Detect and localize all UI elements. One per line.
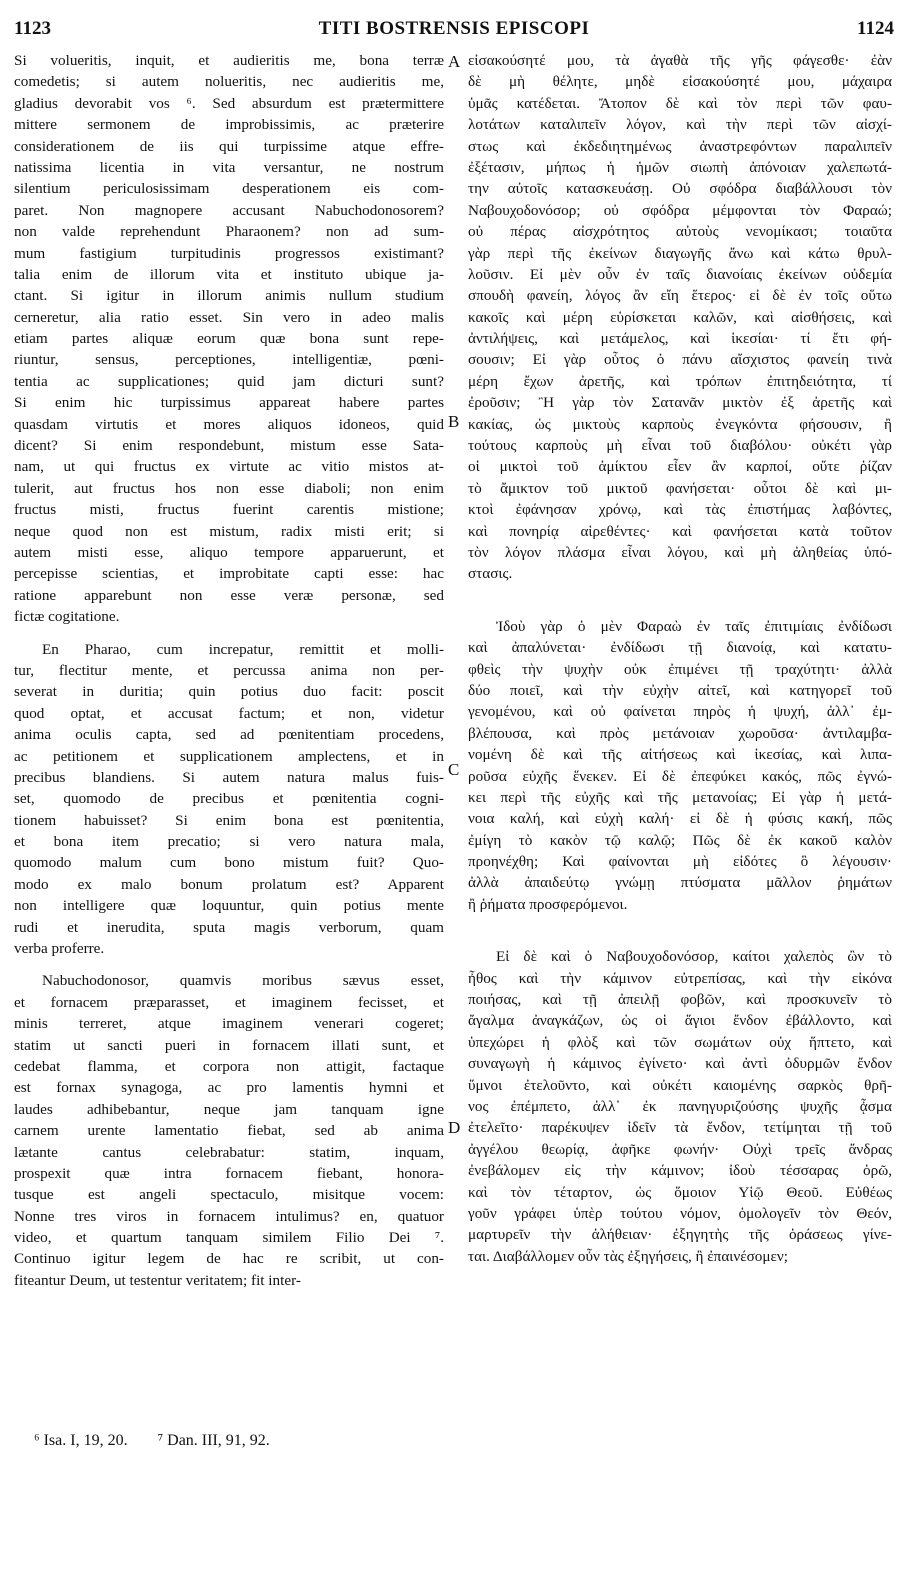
text-line: μέρη ἔχων ἀρετῆς, καὶ τρόπων ἐπιτηδειότητα, τί — [468, 372, 892, 390]
text-line: cerneretur, alia ratio esset. Sin vero in adeo malis — [14, 308, 444, 326]
text-line: silentium periculosissimam desperationem eis com- — [14, 180, 444, 198]
text-line: est fornax synagoga, ac pro lamentis hymni et — [14, 1079, 444, 1097]
text-line: ὕμνοι ἐτελοῦντο, καὶ οὐκέτι καιομένης σαρκὸς θρῆ- — [468, 1076, 892, 1094]
text-line: natissima licentia in vita versantur, ne nostrum — [14, 158, 444, 176]
text-line: verba proferre. — [14, 940, 105, 958]
text-line: tentia ac supplicationes; quid jam dicturi sunt? — [14, 372, 444, 390]
text-line: mittere sermonem de improbissimis, ac præterire — [14, 116, 444, 134]
text-line: percepisse scientias, et improbitate capti esse: hac — [14, 565, 444, 583]
text-line: non valde reprehendunt Pharaonem? non ad sum- — [14, 223, 444, 241]
text-line: ἐμίγη τὸ κακὸν τῷ καλῷ; Πῶς δὲ ἐκ κακοῦ καλὸν — [468, 831, 892, 849]
text-line: γοῦν γράφει ὑπὲρ τούτου νόμον, ὁμολογεῖν τὸν Θεόν, — [468, 1204, 892, 1222]
text-line: neque quod non est mistum, radix misti erit; si — [14, 522, 444, 540]
text-line: δὲ μὴ θέλητε, μηδὲ εἰσακούσητέ μου, μάχαιρα — [468, 73, 892, 91]
text-line: στασις. — [468, 565, 513, 583]
text-line: νος ἐπέμπετο, ἀλλ᾽ ἐκ πανηγυριζούσης ψυχῆς ᾆσμα — [468, 1097, 892, 1115]
text-line: τὸν λόγον πλάσμα εἶναι λόγου, καὶ μὴ ἀληθείας ὑπό- — [468, 543, 892, 561]
margin-letter-d: D — [448, 1118, 461, 1137]
paragraph-gap — [14, 628, 444, 639]
text-line: οὐ πέρας αἰσχρότητος αὐτοὺς νενομίκασι; τοιαῦτα — [468, 223, 892, 241]
text-line: En Pharao, cum increpatur, remittit et molli- — [42, 640, 444, 658]
text-line: minis terreret, atque imaginem venerari cogeret; — [14, 1015, 444, 1033]
margin-letter-b: B — [448, 412, 460, 431]
text-line: φθεὶς τὴν ψυχὴν οὐκ ἐπιμένει τῇ τραχύτητι· ἀλλὰ — [468, 660, 892, 678]
text-line: modo ex malo bonum prolatum est? Apparent — [14, 875, 444, 893]
text-line: τούτους καρποὺς μὴ εἶναι τοῦ διαβόλου· οὐκέτι γὰρ — [468, 437, 892, 455]
text-line: statim ut sancti pueri in fornacem illati sunt, et — [14, 1036, 444, 1054]
text-line: Εἰ δὲ καὶ ὁ Ναβουχοδονόσορ, καίτοι χαλεπὸς ὢν τὸ — [496, 948, 892, 966]
text-line: εἰσακούσητέ μου, τὰ ἀγαθὰ τῆς γῆς φάγεσθε· ἐὰν — [468, 52, 892, 69]
text-line: ὑπεχώρει ἡ φλὸξ καὶ τῶν σωμάτων οὐχ ἥπτετο, καὶ — [468, 1033, 892, 1051]
text-line: Ναβουχοδονόσορ; οὐ σφόδρα μέμφονται τὸν Φαραώ; — [468, 201, 892, 219]
text-line: tionem habuisset? Si enim bona est pœnitentia, — [14, 811, 444, 829]
text-line: Si volueritis, inquit, et audieritis me, bona terræ — [14, 52, 444, 69]
text-line: gladius devorabit vos ⁶. Sed absurdum est prætermittere — [14, 94, 444, 112]
paragraph — [468, 50, 892, 585]
text-line: σουσιν; Εἰ γὰρ οὗτος ὁ πάνυ αἴσχιστος φανείη τινὰ — [468, 351, 892, 369]
footnotes — [34, 1432, 296, 1450]
text-line: καὶ πονηρίᾳ αἱρεθέντες· καὶ φανήσεται κατὰ τοῦτον — [468, 522, 892, 540]
text-line: comedetis; si autem nolueritis, nec audieritis me, — [14, 73, 444, 91]
text-line: ἐξέτασιν, μήπως ἡ ἡμῶν σιωπὴ ἀπόνοιαν χαλεπωτά- — [468, 158, 892, 176]
text-line: κτοὶ ἐφάνησαν χρόνῳ, καὶ τὰς ἐπιστήμας λαβόντες, — [468, 501, 892, 519]
text-line: quasdam virtutis et mores aliquos idoneos, quid — [14, 415, 444, 433]
text-line: ροῦσα εὐχῆς ἕνεκεν. Εἰ δὲ ἐπεφύκει κακός, πῶς ἐγνώ- — [468, 767, 892, 785]
text-line: προηνέχθη; Καὶ φαίνονται μὴ εἰδότες ὃ λέγουσιν· — [468, 853, 892, 871]
text-line: et fornacem præparasset, et imaginem fecisset, et — [14, 993, 444, 1011]
text-line: laudes adhibebantur, neque jam tanquam igne — [14, 1100, 444, 1118]
text-line: mum fastigium turpitudinis progressos existimant? — [14, 244, 444, 262]
text-line: fictæ cogitatione. — [14, 608, 120, 626]
text-line: την αὐτοῖς κατασκευάσῃ. Οὐ σφόδρα διαβάλλουσι τὸν — [468, 180, 892, 198]
text-line: tusque est angeli spectaculo, misitque vocem: — [14, 1186, 444, 1204]
paragraph — [14, 970, 444, 1291]
text-line: riuntur, sensus, perceptiones, intelligentiæ, pœni- — [14, 351, 444, 369]
footnote-7: ⁷ Dan. III, 91, 92. — [157, 1432, 270, 1449]
text-line: οἱ μικτοὶ τοῦ ἀμίκτου εἶεν ἂν καρποί, οὔτε ῥίζαν — [468, 458, 892, 476]
text-line: ἀλλὰ ἀπαιδεύτῳ γνώμῃ πτύσματα μᾶλλον ῥημάτων — [468, 874, 892, 892]
text-line: ἐνεβάλομεν εἰς τὴν κάμινον; ἰδοὺ τέσσαρας ὁρῶ, — [468, 1162, 892, 1180]
text-line: talia enim de illorum vita et instituto ubique ja- — [14, 265, 444, 283]
text-line: ctant. Si igitur in illorum animis nullum studium — [14, 287, 444, 305]
text-line: prospexit quæ intra fornacem fiebant, honora- — [14, 1164, 444, 1182]
margin-letter-a: A — [448, 52, 461, 71]
text-line: tur, flectitur mente, et percussa anima non per- — [14, 661, 444, 679]
text-line: ἀγγέλου θεωρίᾳ, ἀφῆκε φωνήν· Οὐχὶ τρεῖς ἄνδρας — [468, 1140, 892, 1158]
text-line: Nabuchodonosor, quamvis moribus sævus esset, — [42, 972, 444, 990]
text-line: set, quomodo de precibus et pœnitentia cogni- — [14, 790, 444, 808]
running-title: TITI BOSTRENSIS EPISCOPI — [318, 18, 590, 39]
text-line: video, et quartum tanquam similem Filio Dei ⁷. — [14, 1229, 444, 1247]
text-line: fiteantur Deum, ut testentur veritatem; fit inter- — [14, 1271, 301, 1289]
text-line: ἄγαλμα ἀναγκάζων, ὡς οἱ ἅγιοι ἔνδον ἐβάλλοντο, καὶ — [468, 1012, 892, 1030]
text-line: ποιήσας, καὶ τῇ ἀπειλῇ φοβῶν, καὶ προσκυνεῖν τὸ — [468, 991, 892, 1009]
text-line: κακοῖς καὶ μέρη εὑρίσκεται καλῶν, καὶ αἰσθήσεις, καὶ — [468, 308, 892, 326]
text-line: considerationem de iis qui turpissime atque effre- — [14, 137, 444, 155]
text-line: γενομένου, καὶ οὐ φαίνεται πηρὸς ἡ ψυχή, ἀλλ᾽ ἐμ- — [468, 703, 892, 721]
text-line: καὶ ἀπαλύνεται· ἐνδίδωσι τῇ διανοίᾳ, καὶ κατατυ- — [468, 639, 892, 657]
text-line: ac petitionem et supplicationem amplectens, et in — [14, 747, 444, 765]
text-line: rudi et inerudita, sputa magis verborum, quam — [14, 918, 444, 936]
text-line: Si enim hic turpissimus appareat habere partes — [14, 394, 444, 412]
text-line: severat in duritia; quin potius duo facit: poscit — [14, 683, 444, 701]
paragraph — [468, 946, 892, 1267]
column-number-left: 1123 — [14, 18, 51, 39]
text-line: σπουδὴ φανείη, λόγος ἂν εἴη ἕτερος· εἰ δὲ ἐν τοῖς οὕτω — [468, 287, 892, 305]
text-line: λοῦσιν. Εἰ μὲν οὖν ἐν ταῖς διανοίαις ἐκείνων οὐδεμία — [468, 265, 892, 283]
text-line: νομένη δὲ καὶ τῆς αἰτήσεως καὶ ἱκεσίας, καὶ λιπα- — [468, 746, 892, 764]
column-number-right: 1124 — [857, 18, 894, 39]
text-line: ratione apparebunt non esse veræ personæ, sed — [14, 586, 444, 604]
text-line: συναγωγὴ ἡ κάμινος ἐγίνετο· καὶ ἀντὶ ὀδυρμῶν ἔνδον — [468, 1055, 892, 1073]
paragraph — [14, 50, 444, 628]
text-line: Continuo igitur legem de hac re scribit, ut con- — [14, 1250, 444, 1268]
text-line: carnem urente lamentatio fiebat, sed ab anima — [14, 1122, 444, 1140]
text-line: Nonne tres viros in fornacem intulimus? en, quatuor — [14, 1207, 444, 1225]
text-line: nam, ut qui fructus ex virtute ac vitio mistos at- — [14, 458, 444, 476]
text-line: etiam partes aliquæ eorum quæ bona sunt repe- — [14, 330, 444, 348]
paragraph — [14, 639, 444, 960]
text-line: paret. Non magnopere accusant Nabuchodonosorem? — [14, 201, 444, 219]
text-line: anima oculis capta, sed ad pœnitentiam procedens, — [14, 726, 444, 744]
text-line: lætante cantus celebrabatur: statim, inquam, — [14, 1143, 444, 1161]
greek-column — [468, 50, 892, 1267]
text-line: λοτάτων καταλιπεῖν λόγον, καὶ τὴν περὶ τῶν αἰσχί- — [468, 116, 892, 134]
text-line: τὸ ἄμικτον τοῦ μικτοῦ φανήσεται· οὗτοι δὲ καὶ μι- — [468, 479, 892, 497]
text-line: dicent? Si enim respondebunt, mistum esse Sata- — [14, 437, 444, 455]
margin-letter-c: C — [448, 760, 460, 779]
running-header — [14, 18, 894, 46]
text-line: non intelligere quæ loquuntur, quin potius mente — [14, 897, 444, 915]
text-line: ἀντιλήψεις, καὶ μετάμελος, καὶ ἱκεσίαι· τί ἔτι φή- — [468, 330, 892, 348]
text-line: autem misti esse, aliquo tempore apparuerunt, et — [14, 543, 444, 561]
text-line: precibus blandiens. Si autem natura malus fuis- — [14, 768, 444, 786]
text-line: κακίας, ὡς μικτοὺς καρποὺς ἐνεγκόντα φήσουσιν, ἢ — [468, 415, 892, 433]
text-line: quomodo malum cum bono mistum fuit? Quo- — [14, 854, 444, 872]
text-line: καὶ τὸν τέταρτον, ὡς ὅμοιον Υἱῷ Θεοῦ. Εὐθέως — [468, 1183, 892, 1201]
text-line: βλέπουσα, καὶ πρὸς μετάνοιαν χωροῦσα· ἀντιλαμβα- — [468, 724, 892, 742]
text-line: ἐροῦσιν; Ἢ γὰρ τὸν Σατανᾶν μικτὸν ἐξ ἀρετῆς καὶ — [468, 394, 892, 412]
text-line: ἢ ῥήματα προσφερόμενοι. — [468, 895, 628, 913]
text-line: ὑμᾶς κατέδεται. Ἄτοπον δὲ καὶ τὸν περὶ τῶν φαυ- — [468, 94, 892, 112]
paragraph-gap — [468, 915, 892, 946]
text-line: δύο ποιεῖ, καὶ τὴν εὐχὴν αἰτεῖ, καὶ κατηγορεῖ τοῦ — [468, 681, 892, 699]
text-line: στως καὶ ἐκδεδιητημένως ἀναστρεφόντων παραλιπεῖν — [468, 137, 892, 155]
text-line: tulerit, aut fructus hos non esse diaboli; non enim — [14, 479, 444, 497]
text-line: μαρτυρεῖν τὴν ἀλήθειαν· ἐξηγητὴς τῆς ὁράσεως γίνε- — [468, 1226, 892, 1244]
text-line: ἐτελεῖτο· παρέκυψεν ἰδεῖν τὰ ἔνδον, τετίμηται τῇ τοῦ — [468, 1119, 892, 1137]
text-line: ἦθος καὶ τὴν κάμινον εὐτρεπίσας, καὶ τὴν εἰκόνα — [468, 969, 892, 987]
paragraph-gap — [468, 585, 892, 616]
text-line: fructus misti, fructus fuerint carentis mistione; — [14, 501, 444, 519]
text-line: νοια καλή, καὶ εὐχὴ καλή· εἰ δὲ ἡ φύσις κακή, πῶς — [468, 810, 892, 828]
text-line: Ἰδοὺ γὰρ ὁ μὲν Φαραὼ ἐν ταῖς ἐπιτιμίαις ἐνδίδωσι — [496, 617, 892, 635]
latin-column — [14, 50, 444, 1291]
text-line: cedebat flamma, et corpora non attigit, factaque — [14, 1057, 444, 1075]
text-line: γὰρ περὶ τῆς ἐκείνων διαγωγῆς ἄνω καὶ κάτω θρυλ- — [468, 244, 892, 262]
paragraph-gap — [14, 959, 444, 970]
footnote-6: ⁶ Isa. I, 19, 20. — [34, 1432, 128, 1449]
text-line: ται. Διαβάλλομεν οὖν τὰς ἐξηγήσεις, ἢ ἐπαινέσομεν; — [468, 1247, 789, 1265]
text-line: et bona item precatio; si vero natura mala, — [14, 833, 444, 851]
text-line: quod optat, et accusat factum; et non, videtur — [14, 704, 444, 722]
paragraph — [468, 616, 892, 915]
text-line: κει περὶ τῆς εὐχῆς καὶ τῆς μετανοίας; Εἰ γὰρ ἡ μετά- — [468, 788, 892, 806]
